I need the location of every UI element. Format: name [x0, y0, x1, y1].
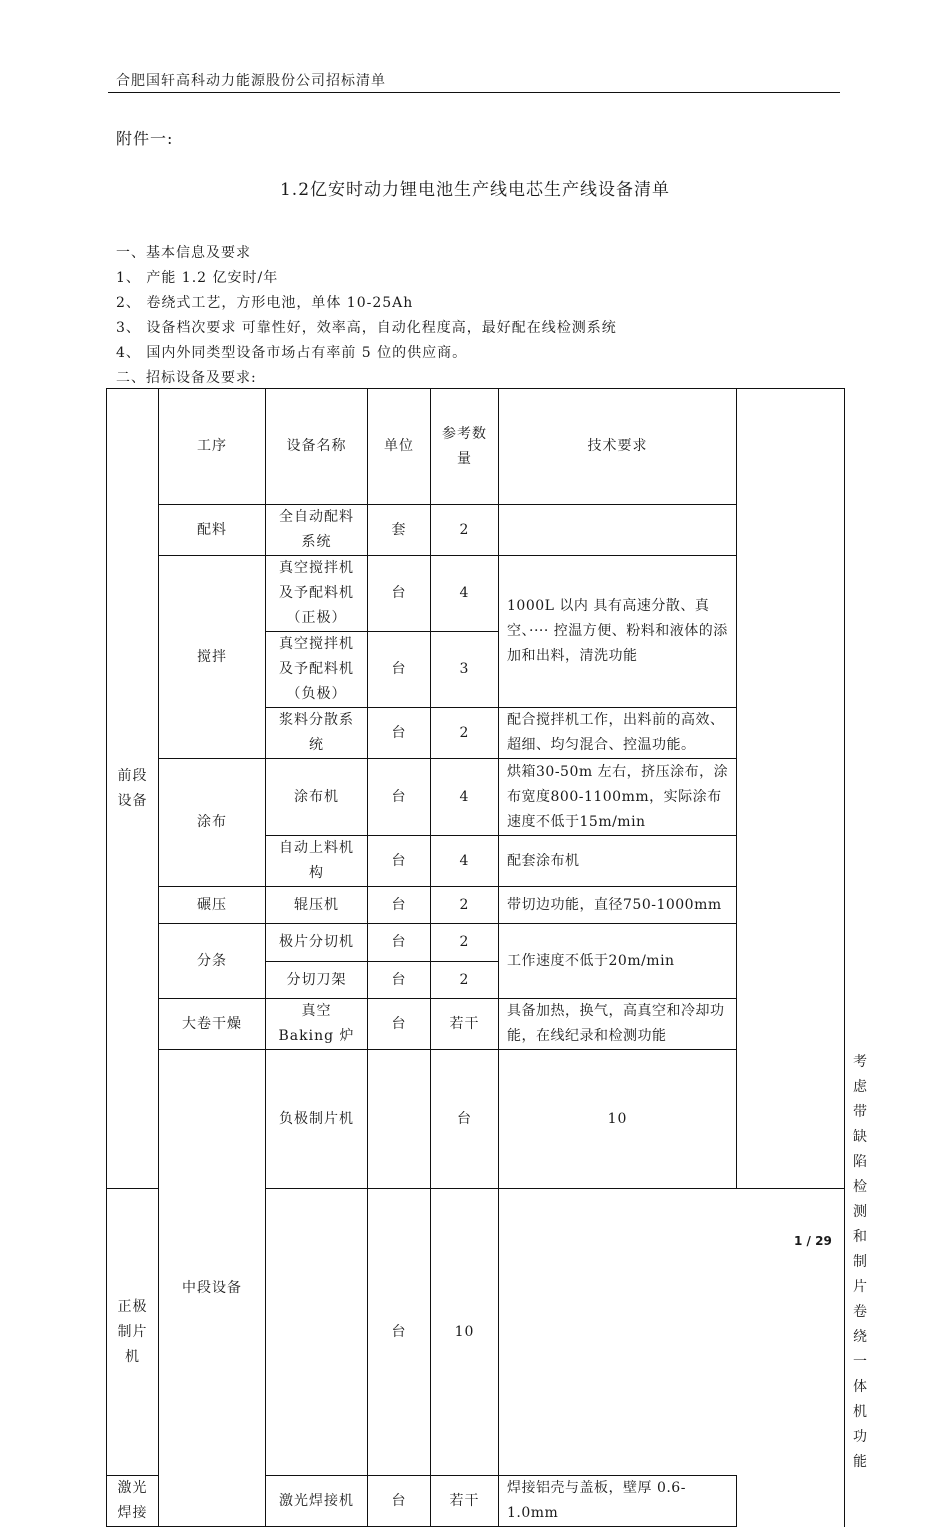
- process-cell: 搅拌: [159, 556, 266, 759]
- document-title: 1.2亿安时动力锂电池生产线电芯生产线设备清单: [279, 180, 671, 200]
- basic-info-item: 4、 国内外同类型设备市场占有率前 5 位的供应商。: [116, 345, 468, 361]
- requirement-cell: 工作速度不低于20m/min: [499, 924, 737, 999]
- unit-cell: 台: [368, 836, 431, 887]
- quantity-cell: 2: [431, 962, 499, 999]
- requirement-cell: 烘箱30-50m 左右，挤压涂布，涂布宽度800-1100mm，实际涂布速度不低于15m/min: [499, 759, 737, 836]
- unit-cell: 台: [368, 708, 431, 759]
- table-header-row: [107, 389, 845, 505]
- quantity-cell: 4: [431, 556, 499, 632]
- unit-cell: 台: [368, 924, 431, 962]
- quantity-cell: 2: [431, 887, 499, 924]
- quantity-cell: 10: [499, 1050, 737, 1189]
- quantity-cell: 2: [431, 924, 499, 962]
- header-process: 工序: [159, 389, 266, 505]
- unit-cell: 套: [368, 505, 431, 556]
- equipment-name-cell: 浆料分散系统: [266, 708, 368, 759]
- table-row: [107, 924, 845, 962]
- table-row: [107, 887, 845, 924]
- attachment-label: 附件一:: [116, 129, 174, 148]
- equipment-name-cell: 自动上料机构: [266, 836, 368, 887]
- bid-equipment-heading: 二、招标设备及要求:: [116, 370, 257, 386]
- requirement-cell: 具备加热，换气，高真空和冷却功能，在线纪录和检测功能: [499, 999, 737, 1050]
- basic-info-item: 1、 产能 1.2 亿安时/年: [116, 270, 279, 286]
- unit-cell: 台: [368, 887, 431, 924]
- quantity-cell: 4: [431, 759, 499, 836]
- requirement-cell: 配套涂布机: [499, 836, 737, 887]
- section-label: 中段设备: [182, 1279, 242, 1296]
- equipment-name-cell: 真空搅拌机及予配料机（正极）: [266, 556, 368, 632]
- table-row: [107, 556, 845, 632]
- section-middle-cell: [159, 1050, 266, 1527]
- equipment-name-cell: 分切刀架: [266, 962, 368, 999]
- equipment-name-cell: [368, 1050, 431, 1189]
- unit-cell: 台: [368, 632, 431, 708]
- unit-cell: 台: [368, 556, 431, 632]
- quantity-cell: 若干: [431, 999, 499, 1050]
- header-divider: [108, 92, 840, 93]
- basic-info-item: 3、 设备档次要求 可靠性好，效率高，自动化程度高，最好配在线检测系统: [116, 320, 617, 336]
- process-cell: 配料: [159, 505, 266, 556]
- process-cell: 大卷干燥: [159, 999, 266, 1050]
- process-cell: 正极制片机: [107, 1189, 159, 1476]
- process-cell: 激光焊接: [107, 1476, 159, 1527]
- header-equipment-name: 设备名称: [266, 389, 368, 505]
- section-label: 前段设备: [117, 767, 148, 809]
- unit-cell: 台: [368, 1189, 431, 1476]
- basic-info-heading: 一、基本信息及要求: [116, 245, 251, 261]
- equipment-name-cell: 激光焊接机: [266, 1476, 368, 1527]
- quantity-cell: 若干: [431, 1476, 499, 1527]
- unit-cell: 台: [368, 759, 431, 836]
- process-cell: 负极制片机: [266, 1050, 368, 1189]
- quantity-cell: 2: [431, 708, 499, 759]
- requirement-cell: [499, 505, 737, 556]
- process-cell: 分条: [159, 924, 266, 999]
- quantity-cell: 3: [431, 632, 499, 708]
- unit-cell: 台: [368, 999, 431, 1050]
- quantity-cell: 4: [431, 836, 499, 887]
- unit-cell: 台: [368, 962, 431, 999]
- equipment-name-cell: 极片分切机: [266, 924, 368, 962]
- equipment-name-cell: 涂布机: [266, 759, 368, 836]
- requirement-cell: 带切边功能，直径750-1000mm: [499, 887, 737, 924]
- table-row: [107, 999, 845, 1050]
- unit-cell: 台: [431, 1050, 499, 1189]
- equipment-name-cell: [266, 1189, 368, 1476]
- table-row: [107, 759, 845, 836]
- table-row: 中段设备 负极制片机 台 10 考虑带缺陷检测和制片卷绕一体机功能: [107, 1050, 845, 1189]
- equipment-name-cell: 全自动配料系统: [266, 505, 368, 556]
- header-unit: 单位: [368, 389, 431, 505]
- section-front-cell: [107, 389, 159, 1189]
- process-cell: 涂布: [159, 759, 266, 887]
- blank-column: [737, 389, 845, 1189]
- equipment-name-cell: 真空搅拌机及予配料机（负极）: [266, 632, 368, 708]
- table-row: [107, 505, 845, 556]
- requirement-cell: 1000L 以内 具有高速分散、真空、···· 控温方便、粉料和液体的添加和出料，清洗功能: [499, 556, 737, 708]
- header-requirements: 技术要求: [499, 389, 737, 505]
- requirement-cell: 焊接铝壳与盖板，壁厚 0.6-1.0mm: [499, 1476, 737, 1527]
- equipment-table: [106, 388, 868, 1527]
- equipment-name-cell: 辊压机: [266, 887, 368, 924]
- quantity-cell: 2: [431, 505, 499, 556]
- process-cell: 碾压: [159, 887, 266, 924]
- equipment-name-cell: 真空 Baking 炉: [266, 999, 368, 1050]
- unit-cell: 台: [368, 1476, 431, 1527]
- requirement-cell: 配合搅拌机工作，出料前的高效、超细、均匀混合、控温功能。: [499, 708, 737, 759]
- document-header: 合肥国轩高科动力能源股份公司招标清单: [116, 73, 386, 89]
- page-number: 1 / 29: [794, 1234, 832, 1248]
- basic-info-item: 2、 卷绕式工艺，方形电池，单体 10-25Ah: [116, 295, 414, 311]
- header-quantity: 参考数量: [431, 389, 499, 505]
- quantity-cell: 10: [431, 1189, 499, 1476]
